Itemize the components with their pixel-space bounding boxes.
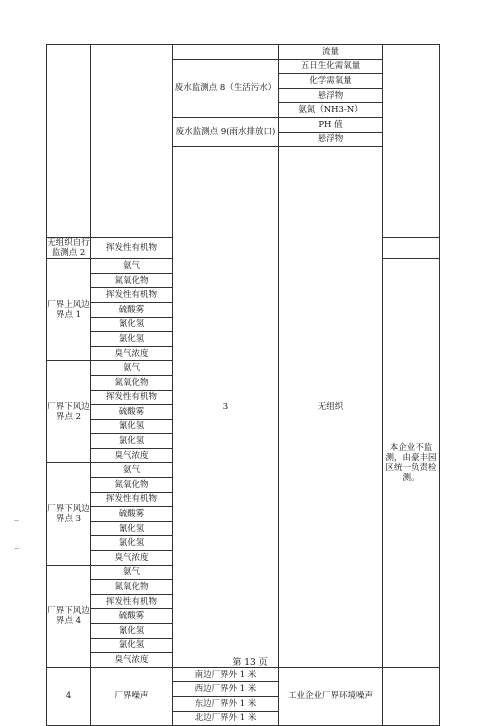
item-cell: 氯化氢 [91, 536, 173, 551]
item-cell: 挥发性有机物 [91, 288, 173, 303]
binding-mark [14, 520, 19, 521]
item-cell: 氮氧化物 [91, 375, 173, 390]
item-cell: 氰化氢 [91, 624, 173, 639]
item-cell: 氰化氢 [91, 521, 173, 536]
monitoring-table [46, 44, 440, 726]
point-cell: 废水监测点 9(雨水排放口) [173, 117, 279, 146]
item-cell: 硫酸雾 [91, 609, 173, 624]
seq-cell: 4 [47, 667, 91, 725]
item-cell: 硫酸雾 [91, 405, 173, 420]
item-cell: 氨气 [91, 259, 173, 274]
item-cell: 氯化氢 [91, 332, 173, 347]
item-cell: 氯化氢 [91, 434, 173, 449]
item-cell: 氮氧化物 [91, 273, 173, 288]
remark-cell-blank [383, 667, 440, 725]
point-cell: 东边厂界外 1 米 [173, 696, 279, 711]
remark-cell-continued [383, 45, 440, 238]
item-cell: 硫酸雾 [91, 507, 173, 522]
item-cell: 氰化氢 [91, 419, 173, 434]
point-cell: 厂界下风边界点 4 [47, 565, 91, 667]
item-cell: 氨气 [91, 361, 173, 376]
item-cell: 氯化氢 [91, 638, 173, 653]
item-cell: 臭气浓度 [91, 653, 173, 668]
item-cell: 挥发性有机物 [91, 492, 173, 507]
item-cell: 臭气浓度 [91, 346, 173, 361]
item-cell: 悬浮物 [279, 132, 383, 147]
binding-mark [14, 548, 19, 549]
point-cell: 厂界上风边界点 1 [47, 259, 91, 361]
remark-cell: 本企业不监测，由豪丰园区统一负责检测。 [383, 259, 440, 668]
item-cell: 硫酸雾 [91, 302, 173, 317]
item-cell: 工业企业厂界环境噪声 [279, 667, 383, 725]
item-cell: 化学需氧量 [279, 74, 383, 89]
point-cell: 废水监测点 8（生活污水） [173, 59, 279, 117]
point-cell: 厂界下风边界点 2 [47, 361, 91, 463]
page-number: 第 13 页 [232, 658, 268, 668]
item-cell: 挥发性有机物 [91, 390, 173, 405]
item-cell: 悬浮物 [279, 88, 383, 103]
item-cell: PH 值 [279, 117, 383, 132]
table-row [47, 45, 440, 60]
item-cell: 氮氧化物 [91, 580, 173, 595]
item-cell: 臭气浓度 [91, 551, 173, 566]
point-cell: 无组织自行监测点 2 [47, 238, 90, 259]
point-cell-continued [173, 45, 279, 60]
category-cell: 无组织 [279, 147, 383, 668]
item-cell: 氮氧化物 [91, 478, 173, 493]
point-cell: 西边厂界外 1 米 [173, 682, 279, 697]
item-cell: 氰化氢 [91, 317, 173, 332]
point-cell: 厂界下风边界点 3 [47, 463, 91, 565]
seq-cell-continued [47, 45, 91, 238]
item-cell: 挥发性有机物 [91, 594, 173, 609]
point-cell: 北边厂界外 1 米 [173, 711, 279, 726]
table-row [47, 667, 440, 682]
item-cell: 挥发性有机物 [91, 238, 173, 259]
category-cell: 厂界噪声 [91, 667, 173, 725]
item-cell: 氨气 [91, 463, 173, 478]
point-cell: 南边厂界外 1 米 [173, 667, 279, 682]
category-cell-continued [91, 45, 173, 238]
item-cell: 流量 [279, 45, 383, 60]
item-cell: 氨气 [91, 565, 173, 580]
seq-cell: 3 [173, 147, 279, 668]
item-cell: 氨氮（NH3-N） [279, 103, 383, 118]
item-cell: 五日生化需氧量 [279, 59, 383, 74]
item-cell: 臭气浓度 [91, 448, 173, 463]
